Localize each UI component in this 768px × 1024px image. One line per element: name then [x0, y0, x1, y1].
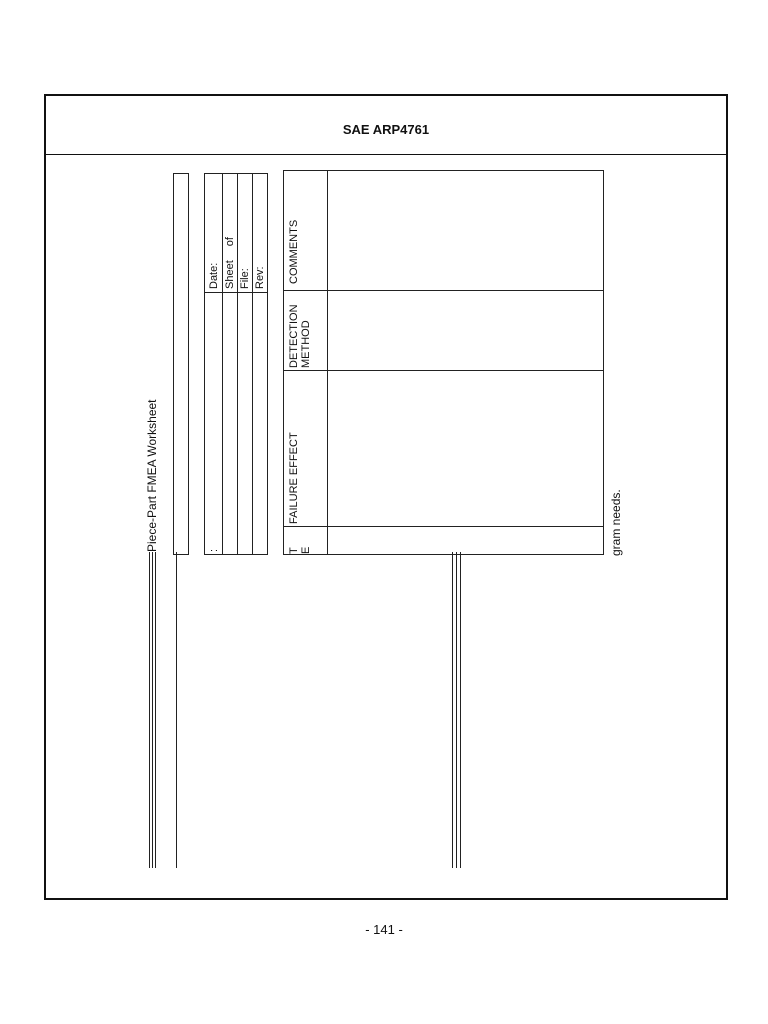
left-rule-2: [152, 552, 153, 868]
left-rule-3: [155, 552, 156, 868]
column-header-detection-method: DETECTION METHOD: [288, 304, 312, 368]
page-number: - 141 -: [365, 922, 403, 937]
center-rule-2: [456, 552, 457, 868]
date-label: Date:: [208, 262, 220, 289]
left-rule-4: [176, 552, 177, 868]
sheet-label: Sheetof: [224, 237, 236, 289]
column-header-comments: COMMENTS: [288, 219, 300, 284]
header-divider: [46, 154, 726, 155]
cut-label-fragment: :: [208, 548, 220, 552]
column-divider-2: [283, 370, 604, 371]
column-header-cut-fragment: T E: [288, 546, 312, 554]
file-label: File:: [239, 268, 251, 289]
info-col-divider-2: [237, 173, 238, 555]
column-header-failure-effect: FAILURE EFFECT: [288, 432, 300, 524]
rev-label: Rev:: [254, 266, 266, 289]
title-strip: [173, 173, 189, 555]
column-divider-1: [283, 290, 604, 291]
note-fragment: gram needs.: [609, 489, 623, 556]
center-rule-1: [452, 552, 453, 868]
info-col-divider-1: [222, 173, 223, 555]
document-title: SAE ARP4761: [342, 122, 430, 137]
info-block: [204, 173, 268, 555]
column-table: [283, 170, 604, 555]
info-col-divider-3: [252, 173, 253, 555]
info-block-divider: [204, 292, 268, 293]
column-header-rule: [327, 170, 328, 555]
worksheet-title: Piece-Part FMEA Worksheet: [145, 399, 159, 552]
left-rule-1: [149, 552, 150, 868]
column-divider-3: [283, 526, 604, 527]
center-rule-3: [460, 552, 461, 868]
